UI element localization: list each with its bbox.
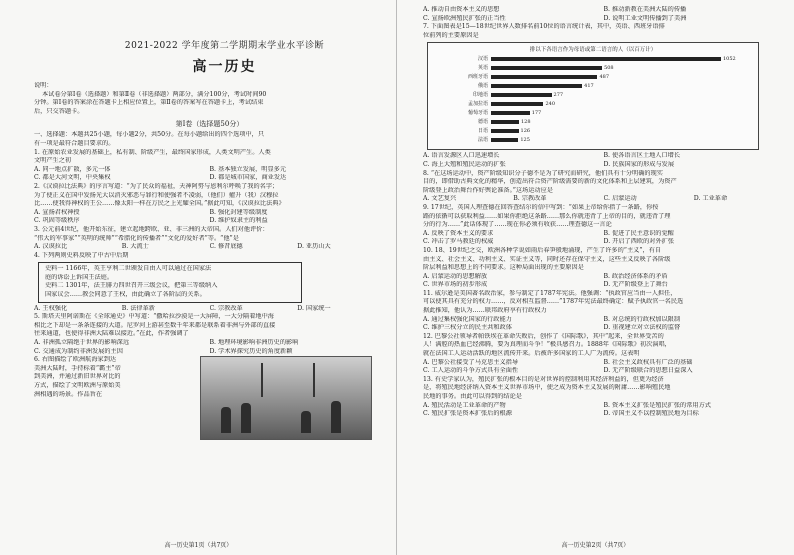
chart-value-label: 417 xyxy=(584,82,594,89)
option: B. 法律革新 xyxy=(121,304,155,312)
question-text: 是，将殖民地经济纳入资本主义世界市场中，使之成为资本主义发展的附庸……影响殖民地 xyxy=(423,384,671,392)
question-text: 一、选择题：本题共25小题，每小题2分，共50分。在每小题给出的四个选项中，只 xyxy=(34,131,265,139)
option: D. 说明工业文明传播到了美洲 xyxy=(603,14,687,22)
notes-label: 说明： xyxy=(34,82,53,89)
option: B. 地理环境影响非洲历史的影响 xyxy=(209,339,299,347)
question-text: 阶级登上政治舞台作好舆论准备。”这场运动应是 xyxy=(423,186,553,194)
question-text: 可以使其具有充分的权力……，反对相互监督……”1787年宪法最终确定：赋予执政官一名民选 xyxy=(423,298,684,306)
page-footer: 高一历史第1页（共7页） xyxy=(164,542,233,549)
chart-category-label: 德语 xyxy=(477,119,488,126)
option: D. 都是城市国家，商业发达 xyxy=(209,174,287,182)
source-line: 史料二 1301年，法王腓力四世召开三级会议，把第三等级纳入 xyxy=(45,282,218,290)
question-text: 13. 有史学家认为，殖民扩张的根本目的是对世界的控制利用其经济利益的，但更为经济 xyxy=(423,375,664,383)
chart-value-label: 126 xyxy=(520,127,531,134)
question-text: 5. 斯塔夫里阿诺斯在《全球通史》中写道：“撒哈拉沙漠是一大屏障，一大分隔着地中海 xyxy=(34,313,274,321)
notes-line: 后，只交答题卡。 xyxy=(34,107,84,115)
historical-painting xyxy=(200,356,372,440)
question-text: 11. 威尔逊是美国著名政治家，参与制定了1787年宪法。他强调：“执政官应当由一人担任， xyxy=(423,289,677,297)
option: A. 启蒙运动的思想解放 xyxy=(423,272,488,280)
question-text: 到美洲，并通过新旧世界对比的 xyxy=(34,373,121,381)
option: A. 反映了资本主义的要求 xyxy=(423,229,494,237)
option: B. 推动新教在美洲大陆的传播 xyxy=(603,6,687,13)
chart-value-label: 487 xyxy=(599,73,610,80)
language-bar-chart xyxy=(427,42,759,150)
question-text: 就在法国工人运动活跃的地区流传开来。后被许多国家的工人广为流传。这表明 xyxy=(423,350,640,358)
question-text: 相比之下却是一条条连接的大道。尼罗河上游甚至数千年来都是联系着非洲与外部的直接 xyxy=(34,321,276,329)
chart-bar-row xyxy=(428,127,530,134)
exam-page-2 xyxy=(397,0,794,555)
option: B. 大流士 xyxy=(121,243,149,251)
option: B. 资本主义扩张是殖民扩张的常用方式 xyxy=(603,401,711,409)
figure xyxy=(221,407,231,433)
question-text: 目的，即借助古典文化的精华，创造出符合资产阶级需要的新的文化体系和上层建筑，为资产 xyxy=(423,178,677,186)
question-text: 12. 巴黎公社领导者帕铁埃在革命失败后，创作了《国际歌》，其中“起来，全世界受苦的 xyxy=(423,332,664,340)
page-footer: 高一历史第2页（共7页） xyxy=(561,542,630,549)
exam-header: 2021-2022 学年度第二学期期末学业水平诊断 xyxy=(124,41,325,51)
option: D. 无产阶级联合的思想日益深入 xyxy=(603,367,693,375)
option: D. 开启了西欧的对外扩张 xyxy=(603,238,675,246)
question-text: 位前列的主要原因是 xyxy=(423,31,479,39)
chart-title: 排以下各语言作为母语或第二语言的人（以百万计） xyxy=(529,47,657,54)
chart-category-label: 日语 xyxy=(477,128,488,135)
question-text: 为了使正义在国中发扬光大以消灭邪恶与罪行和使强者不凌弱，（他们）擢升（我）汉穆拉 xyxy=(34,191,279,199)
option: A. 推动自由资本主义的思想 xyxy=(423,6,500,13)
option: D. 帝国主义不以控制殖民地为目标 xyxy=(603,410,699,418)
chart-value-label: 240 xyxy=(545,100,556,107)
option: A. 宣扬君权神授 xyxy=(34,208,80,216)
chart-bar xyxy=(491,93,552,97)
option: C. 都是大河文明，中央集权 xyxy=(34,174,111,182)
question-text: 美洲大陆时，手持标着“霸主”帝 xyxy=(34,364,121,372)
chart-value-label: 128 xyxy=(520,118,531,125)
figure xyxy=(331,401,341,433)
question-text: 2.《汉谟拉比法典》的序言写道：“为了民众的福祉，天神阿努与恩利尔呼唤了我的名字； xyxy=(34,182,279,190)
question-text: 由主义、社会主义、功利主义、实证主义等，同时还存在保守主义，这些主义反映了各阶级 xyxy=(423,255,671,263)
chart-bar xyxy=(491,66,602,70)
option: C. 冲击了罗马教廷的权威 xyxy=(423,238,494,246)
option: B. 社会主义政权具有广泛的基础 xyxy=(603,358,693,366)
option: B. 宗教改革 xyxy=(513,195,547,203)
question-text: 洲相遇的场景。作品旨在 xyxy=(34,390,103,398)
source-line: 国家议会……教会同意了王权，由此确立了各阶层的关系。 xyxy=(45,291,206,299)
option: C. 巩固等级秩序 xyxy=(34,217,80,225)
option: D. 重视建立对立法权的监督 xyxy=(603,324,681,332)
option: A. 语言发源区人口迅速增长 xyxy=(423,152,500,160)
question-text: 民地的事务。由此可以得到的结论是 xyxy=(423,393,522,400)
chart-bar xyxy=(491,84,582,88)
chart-bar-row xyxy=(428,109,541,116)
option: B. 强化封建等级制度 xyxy=(209,208,268,216)
option: D. 维护奴隶主的利益 xyxy=(209,217,268,225)
chart-bar xyxy=(491,57,721,61)
chart-bar-row xyxy=(428,82,594,89)
chart-value-label: 508 xyxy=(604,64,614,71)
option: B. 促进了民主意识的觉醒 xyxy=(603,229,674,237)
question-text: 9. 17世纪，英国人理查德在回答查结尔的信中写到：“如果上帝给你指了一条路，你按 xyxy=(423,203,659,211)
chart-category-label: 法语 xyxy=(477,137,488,144)
option: C. 海上大殖和殖民运动的扩张 xyxy=(423,160,506,168)
question-text: 人！满腔的热血已经沸腾，要为真理而斗争！”极具感召力。1888年《国际歌》初次演唱， xyxy=(423,341,671,349)
option: A. 殖民活动是工业革命的产物 xyxy=(423,401,506,409)
chart-category-label: 俄语 xyxy=(477,83,488,90)
chart-bar xyxy=(491,102,543,106)
option: B. 政治经济体系的矛盾 xyxy=(603,272,668,280)
option: A. 汉谟拉比 xyxy=(34,243,68,251)
source-line: 庭的诉讼上诉国王法庭。 xyxy=(45,273,114,281)
chart-category-label: 西班牙语 xyxy=(467,74,488,81)
option: D. 工业革命 xyxy=(693,195,728,203)
source-box xyxy=(38,262,302,302)
question-text: 7. 下面图表是15—18世纪世界人数排名前10位的语言统计表，其中，英语、西班牙语排 xyxy=(423,23,665,31)
notes-line: 本试卷分第Ⅰ卷（选择题）和第Ⅱ卷（非选择题）两部分，满分100分，考试时间90 xyxy=(42,90,267,98)
option: B. 使各语言区土地人口增长 xyxy=(603,152,681,160)
option: C. 世界市场的初步形成 xyxy=(423,281,488,289)
chart-value-label: 177 xyxy=(531,109,542,116)
figure xyxy=(301,411,311,433)
option: A. 非洲孤立隔绝于世界的影响深远 xyxy=(34,339,130,347)
option: D. 学术界探究历史的角度新颖 xyxy=(209,347,293,355)
question-text: 分的行为……”此话体现了……现在你必须有收获……理查德这一言论 xyxy=(423,221,612,229)
chart-bar-row xyxy=(428,136,530,143)
option: C. 交通成为制约非洲发展的主因 xyxy=(34,347,123,355)
question-text: 10. 18、19世纪之交，欧洲各种学说如雨后春笋般地涌现，产生了许多的“主义”，有自 xyxy=(423,246,662,254)
question-text: 路的依循可以获取利益……如果你拒绝这条路……那么你就违背了上帝的目的，就违背了理 xyxy=(423,212,671,220)
figure xyxy=(241,403,251,433)
question-text: “伟大的军事家”“英明的统帅”“希腊化的传播者”“文化的爱好者”等。“他”是 xyxy=(34,234,239,242)
chart-bar-row xyxy=(428,118,531,125)
question-text: 方式，描绘了文明欧洲与原始美 xyxy=(34,382,121,389)
chart-category-label: 英语 xyxy=(477,65,488,72)
option: C. 宣扬欧洲殖民扩张的正当性 xyxy=(423,14,506,22)
question-text: 文明产生之初 xyxy=(34,157,72,165)
chart-category-label: 印地语 xyxy=(472,92,488,99)
question-text: 比……使我得神权的王公……像太阳一样在万民之上光耀全国。”据此可知，《汉谟拉比法典》 xyxy=(34,200,285,208)
question-text: 阶层利益和思想上的不同要求。这种局面出现的主要原因是 xyxy=(423,264,584,272)
option: C. 维护三权分立的民主共和政体 xyxy=(423,324,512,332)
chart-bar-row xyxy=(428,64,614,71)
option: C. 殖民扩张是资本扩张后的根源 xyxy=(423,410,512,418)
option: A. 文艺复兴 xyxy=(423,195,457,203)
section-title: 第Ⅰ卷（选择题50分） xyxy=(175,120,244,129)
question-text: 4. 下列两则史料反映了中古中后期 xyxy=(34,251,129,259)
chart-bar-row xyxy=(428,91,563,98)
chart-bar-row xyxy=(428,73,609,80)
question-text: 8. “在这场运动中，资产阶级知识分子德不是为了研究而研究，他们具有十分明确的现实 xyxy=(423,169,663,177)
option: D. 无产阶级登上了舞台 xyxy=(603,281,668,289)
option: D. 国家统一 xyxy=(297,304,331,312)
source-line: 史料一 1166年，英王亨利二世颁发自由人可以通过在国家法 xyxy=(45,265,212,273)
chart-value-label: 125 xyxy=(520,136,530,143)
option: B. 基本独立发展，明显多元 xyxy=(209,165,287,173)
chart-bar xyxy=(491,120,519,124)
option: A. 王权强化 xyxy=(34,304,68,312)
chart-category-label: 葡萄牙语 xyxy=(467,110,488,117)
question-text: 3. 公元前4世纪，他开始东征，建立起地跨欧、亚、非三洲的大帝国。人们对他评价： xyxy=(34,225,269,233)
question-text: 往来通道，也使得非洲大陆难以接近。”在此，作者强调了 xyxy=(34,330,189,338)
chart-bar xyxy=(491,129,519,133)
option: A. 通过集权强化国家的行政能力 xyxy=(423,315,512,323)
chart-bar xyxy=(491,75,597,79)
notes-line: 分钟。第Ⅰ卷的答案涂在答题卡上相应位置上，第Ⅱ卷的答案写在答题卡上，考试结束 xyxy=(34,99,264,107)
chart-value-label: 1052 xyxy=(723,55,736,62)
option: A. 巴黎公社接受了马克思主义指导 xyxy=(423,358,519,366)
chart-bar-row xyxy=(428,100,555,107)
ship-mast xyxy=(261,363,315,397)
chart-category-label: 孟加拉语 xyxy=(467,101,488,108)
chart-value-label: 277 xyxy=(553,91,564,98)
option: A. 同一地点扩散，多元一体 xyxy=(34,165,111,173)
question-text: 1. 在原始农业发展的基础上，私有制、阶级产生，最终国家形成，人类文明产生。人类 xyxy=(34,148,271,156)
option: C. 宗教改革 xyxy=(209,304,243,312)
chart-bar-row xyxy=(428,55,736,62)
chart-bar xyxy=(491,111,530,115)
option: C. 启蒙运动 xyxy=(603,195,637,203)
option: C. 工人运动的斗争方式具有全面性 xyxy=(423,367,519,375)
option: D. 民族国家的形成与发展 xyxy=(603,160,675,168)
question-text: 有一项是最符合题目要求的。 xyxy=(34,139,115,147)
option: D. 亚历山大 xyxy=(297,243,331,251)
option: B. 对总统的行政权加以限制 xyxy=(603,315,681,323)
option: C. 修昔底德 xyxy=(209,243,243,251)
question-text: 6. 右图描绘了欧洲航海家到达 xyxy=(34,356,117,364)
question-text: 据此推知，他认为……联邦政府享有行政权力 xyxy=(423,307,547,315)
chart-category-label: 汉语 xyxy=(477,56,488,63)
chart-bar xyxy=(491,138,518,142)
exam-title: 高一历史 xyxy=(192,59,257,75)
